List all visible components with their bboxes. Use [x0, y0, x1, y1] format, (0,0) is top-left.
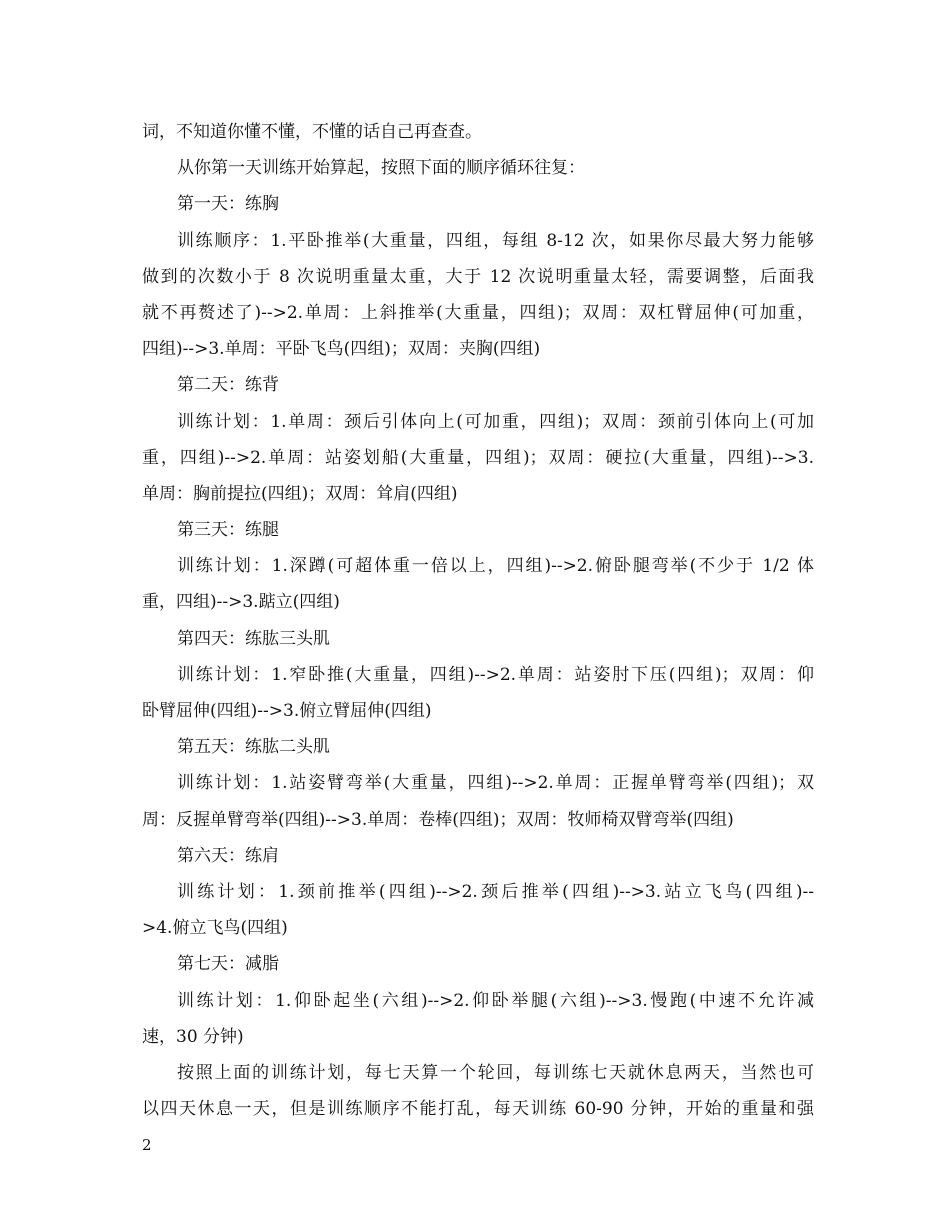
text-line: 按照上面的训练计划，每七天算一个轮回，每训练七天就休息两天，当然也可 — [177, 1062, 814, 1083]
section-heading: 第二天：练背 — [177, 375, 279, 396]
text-line: 词，不知道你懂不懂，不懂的话自己再查查。 — [142, 122, 482, 142]
text-line: 重，四组)-->3.踮立(四组) — [142, 592, 340, 613]
text-line: 重，四组)-->2.单周：站姿划船(大重量，四组)；双周：硬拉(大重量，四组)-->3. — [142, 447, 814, 468]
text-line: 单周：胸前提拉(四组)；双周：耸肩(四组) — [142, 483, 458, 504]
text-line: 周：反握单臂弯举(四组)-->3.单周：卷棒(四组)；双周：牧师椅双臂弯举(四组) — [142, 809, 734, 830]
text-line: 训练计划：1.窄卧推(大重量，四组)-->2.单周：站姿肘下压(四组)；双周：仰 — [177, 664, 814, 685]
text-line: 四组)-->3.单周：平卧飞鸟(四组)；双周：夹胸(四组) — [142, 339, 541, 360]
section-heading: 第六天：练肩 — [177, 845, 279, 866]
text-line: 训练计划：1.单周：颈后引体向上(可加重，四组)；双周：颈前引体向上(可加 — [177, 411, 814, 432]
section-heading: 第四天：练肱三头肌 — [177, 628, 330, 649]
page-number: 2 — [142, 1136, 152, 1154]
text-line: 训练顺序：1.平卧推举(大重量，四组，每组 8-12 次，如果你尽最大努力能够 — [177, 230, 814, 251]
text-line: 卧臂屈伸(四组)-->3.俯立臂屈伸(四组) — [142, 701, 432, 721]
text-line: 做到的次数小于 8 次说明重量太重，大于 12 次说明重量太轻，需要调整，后面我 — [142, 266, 814, 287]
text-line: 就不再赘述了)-->2.单周：上斜推举(大重量，四组)；双周：双杠臂屈伸(可加重， — [142, 302, 814, 323]
section-heading: 第五天：练肱二头肌 — [177, 737, 330, 758]
text-line: 以四天休息一天，但是训练顺序不能打乱，每天训练 60-90 分钟，开始的重量和强 — [142, 1099, 814, 1120]
text-line: 速，30 分钟) — [142, 1026, 244, 1047]
text-line: 训练计划：1.颈前推举(四组)-->2.颈后推举(四组)-->3.站立飞鸟(四组)-- — [177, 881, 814, 902]
section-heading: 第三天：练腿 — [177, 520, 279, 541]
text-line: 从你第一天训练开始算起，按照下面的顺序循环往复： — [177, 158, 585, 179]
text-line: 训练计划：1.深蹲(可超体重一倍以上，四组)-->2.俯卧腿弯举(不少于 1/2 体 — [177, 556, 814, 577]
section-heading: 第七天：减脂 — [177, 954, 279, 975]
text-line: 训练计划：1.站姿臂弯举(大重量，四组)-->2.单周：正握单臂弯举(四组)；双 — [177, 773, 814, 794]
section-heading: 第一天：练胸 — [177, 194, 279, 215]
document-body — [142, 114, 814, 1127]
text-line: 训练计划：1.仰卧起坐(六组)-->2.仰卧举腿(六组)-->3.慢跑(中速不允许减 — [177, 990, 814, 1011]
text-line: >4.俯立飞鸟(四组) — [142, 918, 288, 939]
